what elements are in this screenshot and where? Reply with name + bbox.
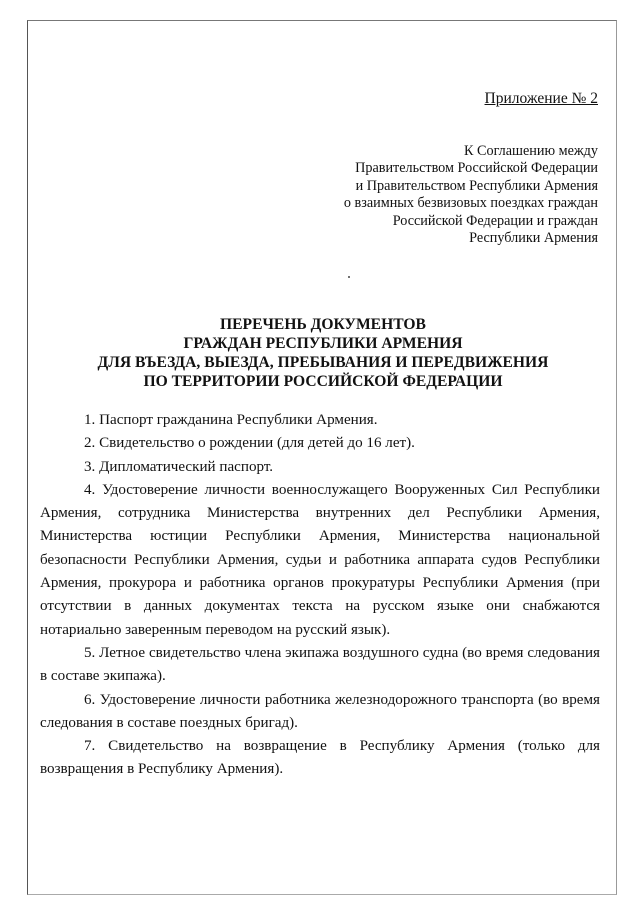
agreement-reference <box>278 143 598 247</box>
title-line: ПО ТЕРРИТОРИИ РОССИЙСКОЙ ФЕДЕРАЦИИ <box>143 373 503 390</box>
list-item: 4. Удостоверение личности военнослужащего Вооруженных Сил Республики Армения, сотрудника Министерства внутренних дел Республики Армения, Министерства юстиции Республики Армения, Министерства национальной безопасности Республики Армения, судьи и работника аппарата судов Республики Армения, прокурора и работника органов прокуратуры Республики Армения (при отсутствии в данных документах текста на русском языке они снабжаются нотариально заверенным переводом на русский язык). <box>40 481 600 638</box>
list-item: 7. Свидетельство на возвращение в Республику Армения (только для возвращения в Республику Армения). <box>40 738 600 778</box>
list-item: 5. Летное свидетельство члена экипажа воздушного судна (во время следования в составе экипажа). <box>40 644 600 685</box>
list-item: 2. Свидетельство о рождении (для детей до 16 лет). <box>84 435 415 452</box>
agreement-line: и Правительством Республики Армения <box>355 177 598 194</box>
title-line: ДЛЯ ВЪЕЗДА, ВЫЕЗДА, ПРЕБЫВАНИЯ И ПЕРЕДВИЖЕНИЯ <box>97 354 549 371</box>
agreement-line: К Соглашению между <box>464 143 598 159</box>
list-item: 6. Удостоверение личности работника железнодорожного транспорта (во время следования в составе поездных бригад). <box>40 691 600 731</box>
list-item: 3. Дипломатический паспорт. <box>84 458 274 475</box>
document-title <box>38 315 608 391</box>
title-line: ПЕРЕЧЕНЬ ДОКУМЕНТОВ <box>220 316 426 333</box>
document-list <box>40 409 600 782</box>
scan-speck <box>348 276 350 278</box>
list-item: 1. Паспорт гражданина Республики Армения. <box>84 412 378 428</box>
title-line: ГРАЖДАН РЕСПУБЛИКИ АРМЕНИЯ <box>183 335 463 352</box>
agreement-line: о взаимных безвизовых поездках граждан <box>343 195 598 212</box>
agreement-line: Республики Армения <box>469 230 598 247</box>
agreement-line: Российской Федерации и граждан <box>392 212 598 229</box>
appendix-label: Приложение № 2 <box>484 90 598 107</box>
agreement-line: Правительством Российской Федерации <box>355 160 598 177</box>
